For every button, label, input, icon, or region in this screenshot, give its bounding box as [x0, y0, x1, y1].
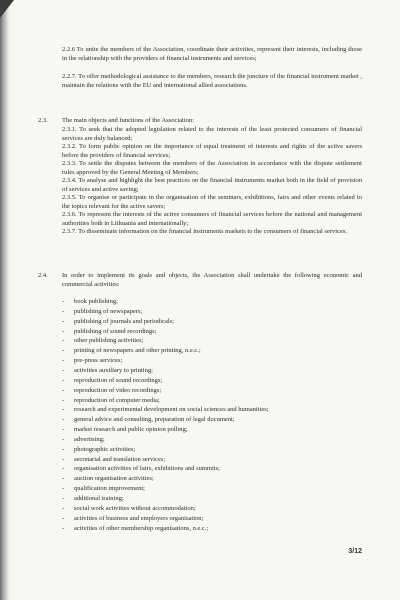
- list-dash: -: [62, 317, 65, 325]
- list-dash: -: [62, 386, 65, 394]
- item-2-3-6: 2.3.6. To represent the interests of the active consumers of financial services before the national and management authorities both in Lithuania and internationally;: [62, 211, 362, 227]
- list-dash: -: [62, 455, 65, 463]
- list-dash: -: [62, 514, 65, 522]
- list-dash: -: [62, 416, 65, 424]
- list-dash: -: [62, 426, 65, 434]
- paragraph-2-2-6: 2.2.6 To unite the members of the Association, coordinate their activities, represent their interests, including those in the relationship with the providers of financial instruments and services;: [62, 46, 362, 62]
- list-item: book publishing;: [74, 298, 118, 305]
- section-2-4-intro: In order to implement its goals and objects, the Association shall undertake the following economic and commercial activities:: [62, 272, 362, 288]
- list-dash: -: [62, 366, 65, 374]
- list-item: market research and public opinion polling;: [74, 426, 188, 434]
- item-2-3-5: 2.3.5. To organise or participate in the organisation of the seminars, exhibitions, fairs and other events related to the topics relevant for the active savers;: [62, 194, 362, 210]
- list-dash: -: [62, 406, 65, 414]
- paragraph-2-2-7: 2.2.7. To offer methodological assistance to the members, research the juncture of the financial instrument market , maintain the relations with the EU and international allied associations.: [62, 73, 362, 89]
- list-item: social work activities without accommodation;: [74, 504, 196, 512]
- page-number: 3/12: [348, 548, 362, 555]
- list-item: activities auxiliary to printing;: [74, 366, 153, 374]
- list-item: organisation activities of fairs, exhibitions and summits;: [74, 465, 220, 473]
- list-item: reproduction of sound recordings;: [74, 376, 163, 384]
- list-dash: -: [62, 337, 65, 345]
- list-item: photographic activities;: [74, 445, 136, 453]
- list-dash: -: [62, 504, 65, 512]
- list-dash: -: [62, 307, 65, 315]
- list-item: printing of newspapers and other printing, n.e.c.;: [74, 347, 201, 355]
- list-item: activities of other membership organisations, n.e.c.;: [74, 524, 209, 532]
- item-2-3-7: 2.3.7. To disseminate information on the financial instruments markets to the consumers of financial services.: [62, 228, 347, 235]
- list-item: auction organisation activities;: [74, 475, 154, 483]
- list-item: publishing of sound recordings;: [74, 327, 157, 335]
- list-dash: -: [62, 396, 65, 404]
- item-2-3-1: 2.3.1. To seek that the adopted legislation related to the interests of the least protected consumers of financial services are duly balanced;: [62, 126, 362, 142]
- section-number-2-4: 2.4.: [38, 272, 48, 279]
- list-dash: -: [62, 445, 65, 453]
- list-dash: -: [62, 435, 65, 443]
- list-item: general advice and consulting, preparation of legal document;: [74, 416, 235, 424]
- list-item: additional training;: [74, 495, 124, 502]
- scan-corner-fold: [0, 0, 14, 18]
- list-dash: -: [62, 485, 65, 493]
- list-dash: -: [62, 357, 65, 365]
- list-item: other publishing activities;: [74, 337, 144, 345]
- list-item: advertising;: [74, 435, 105, 443]
- list-dash: -: [62, 327, 65, 335]
- list-item: qualification improvement;: [74, 485, 145, 493]
- list-item: reproduction of video recordings;: [74, 386, 162, 394]
- list-item: research and experimental development on social sciences and humanities;: [74, 406, 269, 414]
- item-2-3-2: 2.3.2. To form public opinion on the importance of equal treatment of interests and rights of the active savers before the providers of financial services;: [62, 143, 362, 159]
- list-dash: -: [62, 495, 65, 502]
- section-2-3-intro: The main objects and functions of the Association:: [62, 117, 194, 124]
- list-item: publishing of newspapers;: [74, 307, 143, 315]
- list-item: pre-press services;: [74, 357, 123, 365]
- list-dash: -: [62, 465, 65, 473]
- list-dash: -: [62, 347, 65, 355]
- list-item: secretarial and translation services;: [74, 455, 166, 463]
- list-dash: -: [62, 524, 65, 532]
- list-item: activities of business and employers organisation;: [74, 514, 204, 522]
- list-item: publishing of journals and periodicals;: [74, 317, 175, 325]
- list-item: reproduction of computer media;: [74, 396, 160, 404]
- item-2-3-3: 2.3.3. To settle the disputes between the members of the Association in accordance with the dispute settlement rules approved by the General Meeting of Members;: [62, 160, 362, 176]
- scan-binding-shadow: [0, 0, 10, 600]
- list-dash: -: [62, 376, 65, 384]
- list-dash: -: [62, 475, 65, 483]
- section-number-2-3: 2.3.: [38, 117, 48, 124]
- list-dash: -: [62, 298, 65, 305]
- item-2-3-4: 2.3.4. To analyse and highlight the best practices on the financial instruments market both in the field of provision of services and active saving;: [62, 177, 362, 193]
